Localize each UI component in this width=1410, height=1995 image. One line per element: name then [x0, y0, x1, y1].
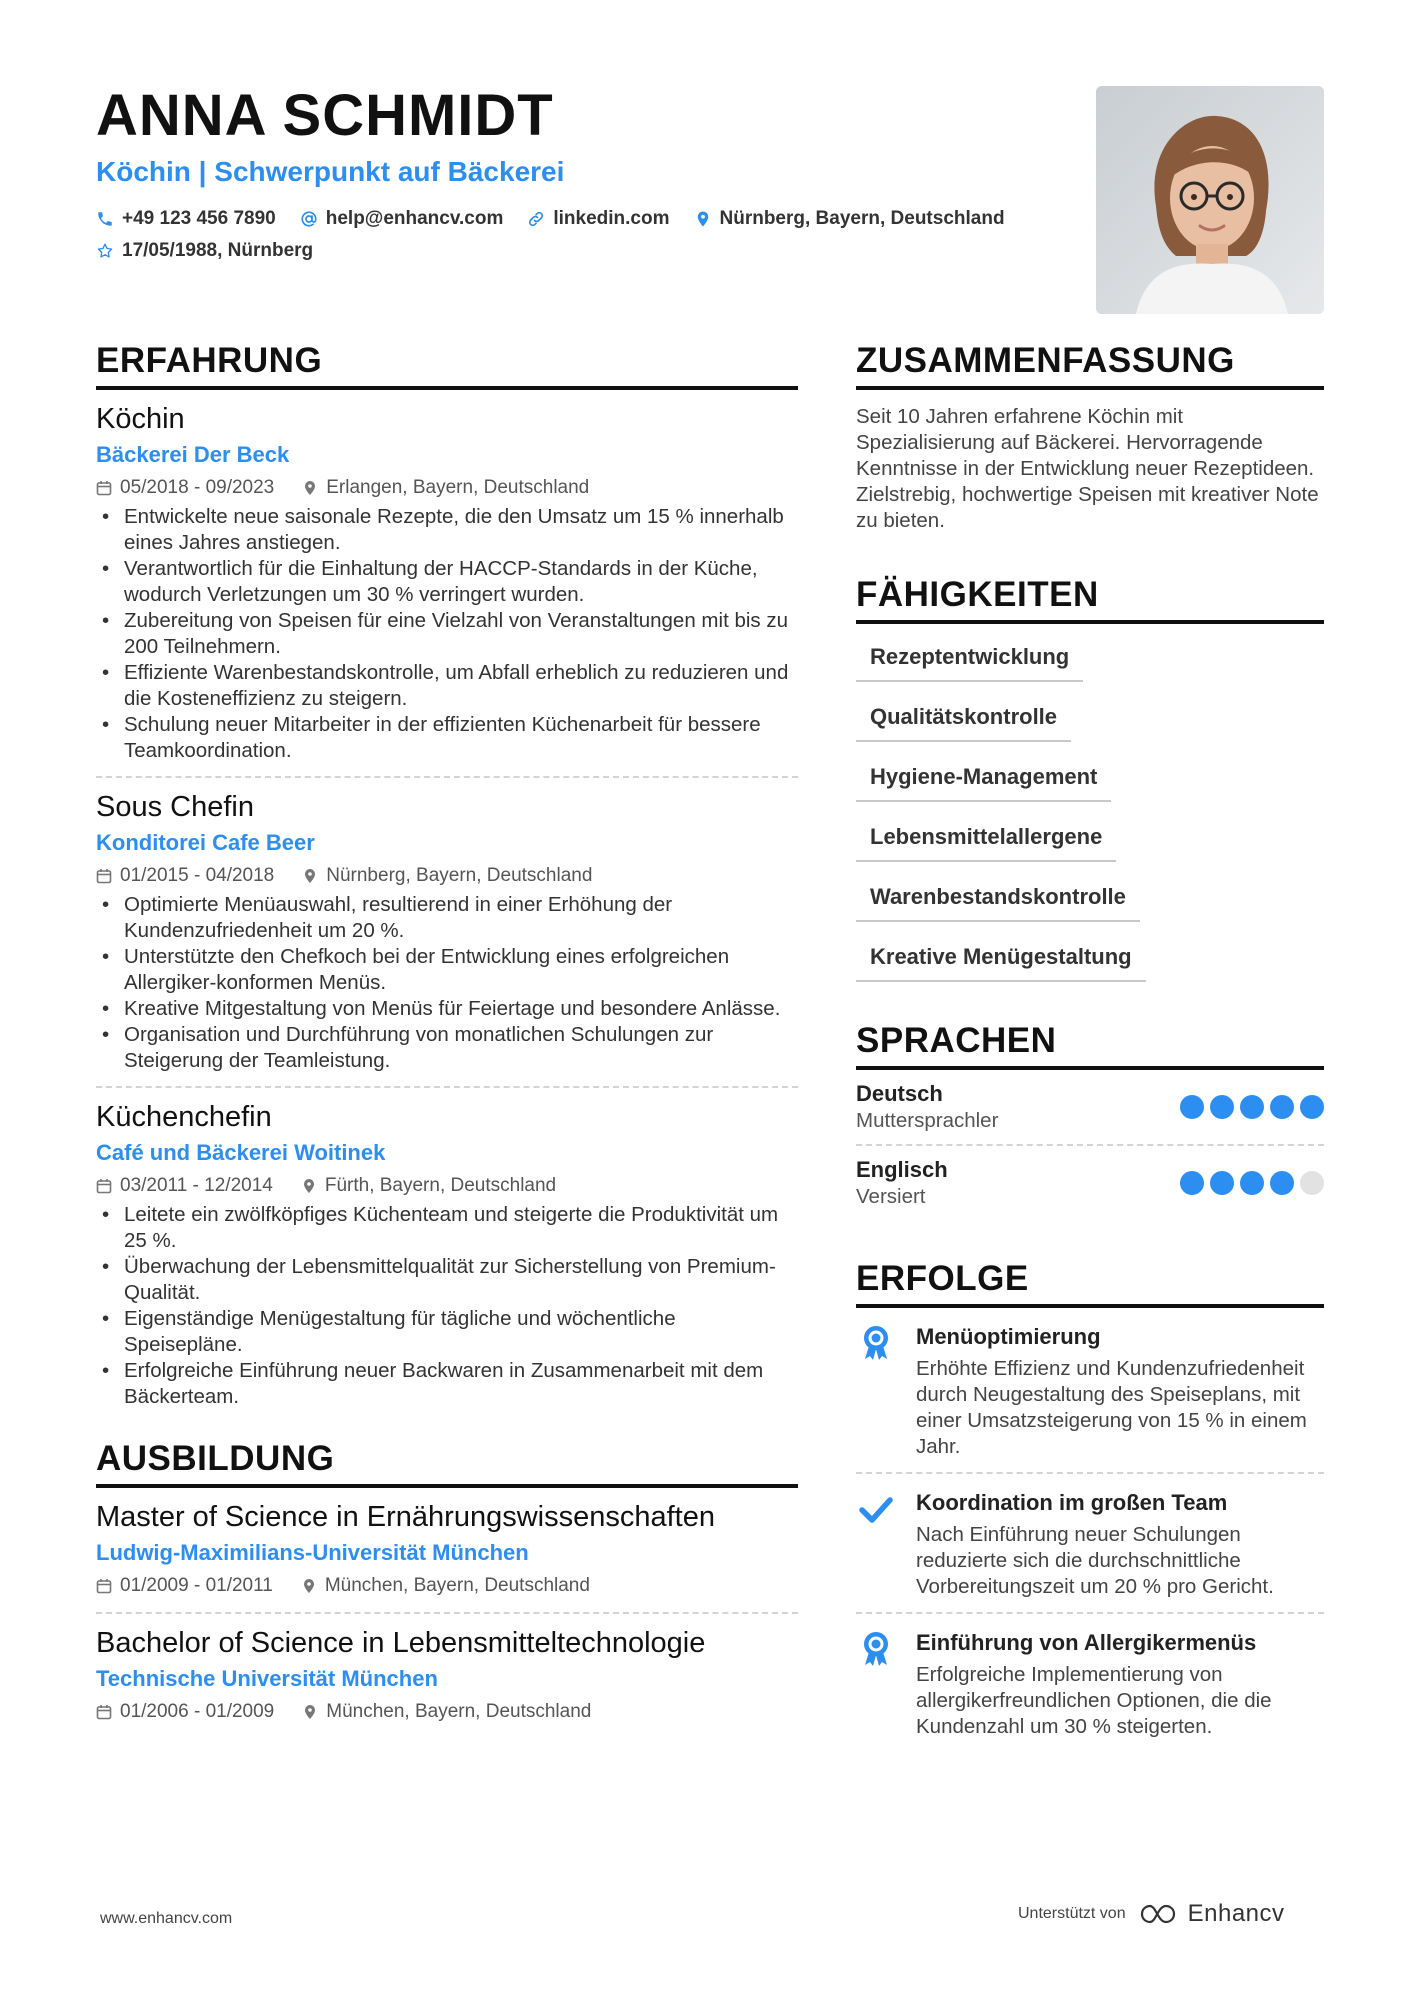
skill-tag: Rezeptentwicklung — [856, 636, 1083, 682]
language-rating — [1180, 1171, 1324, 1195]
rating-dot-filled — [1210, 1171, 1234, 1195]
left-column — [96, 340, 798, 1738]
skill-tag: Qualitätskontrolle — [856, 696, 1071, 742]
job-bullet: • Unterstützte den Chefkoch bei der Entwicklung eines erfolgreichen Allergiker-konformen Menüs. — [96, 944, 798, 996]
job-bullets — [96, 504, 798, 764]
school-name[interactable]: Technische Universität München — [96, 1666, 438, 1691]
calendar-icon — [96, 480, 112, 496]
brand-logo — [1138, 1900, 1285, 1928]
experience-section-title: ERFAHRUNG — [96, 340, 798, 390]
experience-entry — [96, 390, 798, 776]
company-name[interactable]: Café und Bäckerei Woitinek — [96, 1140, 386, 1165]
education-dates-text: 01/2006 - 01/2009 — [120, 1701, 275, 1722]
job-bullet: • Leitete ein zwölfköpfiges Küchenteam und steigerte die Produktivität um 25 %. — [96, 1202, 798, 1254]
language-name: Deutsch — [856, 1081, 943, 1106]
location-icon — [302, 868, 318, 884]
award-ribbon-icon — [859, 1324, 893, 1362]
job-bullet: • Eigenständige Menügestaltung für tägliche und wöchentliche Speisepläne. — [96, 1306, 798, 1358]
candidate-name: ANNA SCHMIDT — [96, 83, 554, 148]
job-bullet: • Zubereitung von Speisen für eine Vielzahl von Veranstaltungen mit bis zu 200 Teilnehmern. — [96, 608, 798, 660]
powered-by-label: Unterstützt von — [1018, 1905, 1126, 1922]
achievement-description: Erhöhte Effizienz und Kundenzufriedenheit durch Neugestaltung des Speiseplans, mit einer Umsatzsteigerung von 15 % in einem Jahr. — [916, 1357, 1307, 1458]
profile-photo — [1096, 86, 1324, 314]
job-dates — [96, 1172, 273, 1200]
profile-portrait-image — [1096, 86, 1324, 314]
education-location — [301, 1572, 590, 1600]
job-dates-text: 05/2018 - 09/2023 — [120, 477, 275, 498]
skill-tag: Kreative Menügestaltung — [856, 936, 1146, 982]
checkmark-icon — [859, 1490, 893, 1528]
company-name[interactable]: Konditorei Cafe Beer — [96, 830, 315, 855]
degree-title: Bachelor of Science in Lebensmitteltechnologie — [96, 1627, 706, 1659]
skills-section-title: FÄHIGKEITEN — [856, 574, 1324, 624]
job-bullet: • Organisation und Durchführung von monatlichen Schulungen zur Steigerung der Teamleistung. — [96, 1022, 798, 1074]
job-bullets — [96, 892, 798, 1074]
summary-text: Seit 10 Jahren erfahrene Köchin mit Spezialisierung auf Bäckerei. Hervorragende Kenntnisse in der Entwicklung neuer Rezeptideen. Zielstrebig, hochwertige Speisen mit kreativer Note zu bieten. — [856, 405, 1319, 532]
language-item — [856, 1070, 1324, 1144]
languages-section-title: SPRACHEN — [856, 1020, 1324, 1070]
job-dates-text: 03/2011 - 12/2014 — [120, 1175, 273, 1196]
contact-location-text: Nürnberg, Bayern, Deutschland — [719, 208, 1005, 229]
contact-email[interactable] — [300, 206, 504, 232]
job-bullet: • Erfolgreiche Einführung neuer Backwaren in Zusammenarbeit mit dem Bäckerteam. — [96, 1358, 798, 1410]
job-location-text: Fürth, Bayern, Deutschland — [324, 1175, 557, 1196]
job-title: Köchin — [96, 403, 185, 435]
rating-dot-empty — [1300, 1171, 1324, 1195]
job-bullet: • Überwachung der Lebensmittelqualität zur Sicherstellung von Premium-Qualität. — [96, 1254, 798, 1306]
experience-entry — [96, 776, 798, 1086]
location-icon — [694, 210, 712, 228]
education-location-text: München, Bayern, Deutschland — [324, 1575, 590, 1596]
job-bullet: • Effiziente Warenbestandskontrolle, um Abfall erheblich zu reduzieren und die Kosteneffizienz zu steigern. — [96, 660, 798, 712]
achievement-title: Einführung von Allergikermenüs — [916, 1630, 1257, 1655]
job-meta — [96, 862, 798, 890]
contact-birth-text: 17/05/1988, Nürnberg — [122, 240, 314, 261]
job-dates — [96, 474, 274, 502]
education-entry — [96, 1612, 798, 1738]
rating-dot-filled — [1270, 1171, 1294, 1195]
rating-dot-filled — [1180, 1171, 1204, 1195]
rating-dot-filled — [1210, 1095, 1234, 1119]
summary-section-title: ZUSAMMENFASSUNG — [856, 340, 1324, 390]
job-meta — [96, 1172, 798, 1200]
achievement-description: Nach Einführung neuer Schulungen reduzierte sich die durchschnittliche Vorbereitungszeit um 20 % pro Gericht. — [916, 1523, 1274, 1598]
rating-dot-filled — [1180, 1095, 1204, 1119]
job-bullet: • Entwickelte neue saisonale Rezepte, die den Umsatz um 15 % innerhalb eines Jahres anstiegen. — [96, 504, 798, 556]
job-meta — [96, 474, 798, 502]
rating-dot-filled — [1300, 1095, 1324, 1119]
job-location — [302, 862, 592, 890]
achievement-item — [856, 1308, 1324, 1472]
company-name[interactable]: Bäckerei Der Beck — [96, 442, 290, 467]
contact-linkedin-text: linkedin.com — [553, 208, 670, 229]
education-section-title: AUSBILDUNG — [96, 1438, 798, 1488]
contact-birth — [96, 238, 313, 264]
calendar-icon — [96, 1578, 112, 1594]
rating-dot-filled — [1240, 1171, 1264, 1195]
contact-email-text: help@enhancv.com — [325, 208, 504, 229]
job-bullets — [96, 1202, 798, 1410]
achievement-item — [856, 1472, 1324, 1612]
education-entry — [96, 1488, 798, 1612]
job-location — [302, 474, 589, 502]
job-location-text: Erlangen, Bayern, Deutschland — [326, 477, 590, 498]
footer-website[interactable]: www.enhancv.com — [100, 1910, 233, 1927]
contact-phone-text: +49 123 456 7890 — [122, 208, 276, 229]
job-title: Sous Chefin — [96, 791, 254, 823]
achievement-description: Erfolgreiche Implementierung von allergikerfreundlichen Optionen, die die Kundenzahl um 30 % steigerten. — [916, 1663, 1272, 1738]
achievement-title: Menüoptimierung — [916, 1324, 1101, 1349]
skill-tag: Lebensmittelallergene — [856, 816, 1116, 862]
school-name[interactable]: Ludwig-Maximilians-Universität München — [96, 1540, 529, 1565]
education-dates — [96, 1698, 274, 1726]
job-bullet: • Schulung neuer Mitarbeiter in der effizienten Küchenarbeit für bessere Teamkoordination. — [96, 712, 798, 764]
location-icon — [302, 480, 318, 496]
location-icon — [301, 1178, 317, 1194]
location-icon — [302, 1704, 318, 1720]
education-location — [302, 1698, 591, 1726]
job-bullet: • Verantwortlich für die Einhaltung der HACCP-Standards in der Küche, wodurch Verletzungen um 30 % verringert wurden. — [96, 556, 798, 608]
education-dates — [96, 1572, 273, 1600]
contact-linkedin[interactable] — [527, 206, 669, 232]
calendar-icon — [96, 1704, 112, 1720]
job-dates-text: 01/2015 - 04/2018 — [120, 865, 275, 886]
at-icon — [300, 210, 318, 228]
education-dates-text: 01/2009 - 01/2011 — [120, 1575, 273, 1596]
candidate-headline: Köchin | Schwerpunkt auf Bäckerei — [96, 156, 565, 187]
language-level: Versiert — [856, 1185, 926, 1208]
skill-tag: Warenbestandskontrolle — [856, 876, 1140, 922]
language-item — [856, 1144, 1324, 1220]
job-bullet: • Kreative Mitgestaltung von Menüs für Feiertage und besondere Anlässe. — [96, 996, 798, 1022]
job-location — [301, 1172, 556, 1200]
achievement-item — [856, 1612, 1324, 1752]
star-icon — [96, 242, 114, 260]
achievements-section-title: ERFOLGE — [856, 1258, 1324, 1308]
link-icon — [527, 210, 545, 228]
education-location-text: München, Bayern, Deutschland — [326, 1701, 592, 1722]
job-bullet: • Optimierte Menüauswahl, resultierend in einer Erhöhung der Kundenzufriedenheit um 20 %. — [96, 892, 798, 944]
achievements-list — [856, 1308, 1324, 1752]
language-level: Muttersprachler — [856, 1109, 999, 1132]
calendar-icon — [96, 868, 112, 884]
contact-phone[interactable] — [96, 206, 276, 232]
education-meta — [96, 1572, 798, 1600]
achievement-title: Koordination im großen Team — [916, 1490, 1228, 1515]
job-location-text: Nürnberg, Bayern, Deutschland — [326, 865, 593, 886]
education-meta — [96, 1698, 798, 1726]
footer-branding[interactable] — [1018, 1900, 1285, 1928]
language-rating — [1180, 1095, 1324, 1119]
award-ribbon-icon — [859, 1630, 893, 1668]
skill-tag: Hygiene-Management — [856, 756, 1111, 802]
calendar-icon — [96, 1178, 112, 1194]
rating-dot-filled — [1270, 1095, 1294, 1119]
degree-title: Master of Science in Ernährungswissenschaften — [96, 1501, 715, 1533]
rating-dot-filled — [1240, 1095, 1264, 1119]
contact-list — [96, 206, 1096, 264]
enhancv-logo-icon — [1138, 1902, 1182, 1926]
experience-entry — [96, 1086, 798, 1422]
languages-list — [856, 1070, 1324, 1220]
right-column — [856, 340, 1324, 1752]
location-icon — [301, 1578, 317, 1594]
language-name: Englisch — [856, 1157, 948, 1182]
job-dates — [96, 862, 274, 890]
brand-name: Enhancv — [1187, 1900, 1285, 1927]
skills-list — [856, 636, 1324, 982]
resume-header — [96, 84, 1056, 264]
job-title: Küchenchefin — [96, 1101, 272, 1133]
phone-icon — [96, 210, 114, 228]
contact-location — [694, 206, 1005, 232]
